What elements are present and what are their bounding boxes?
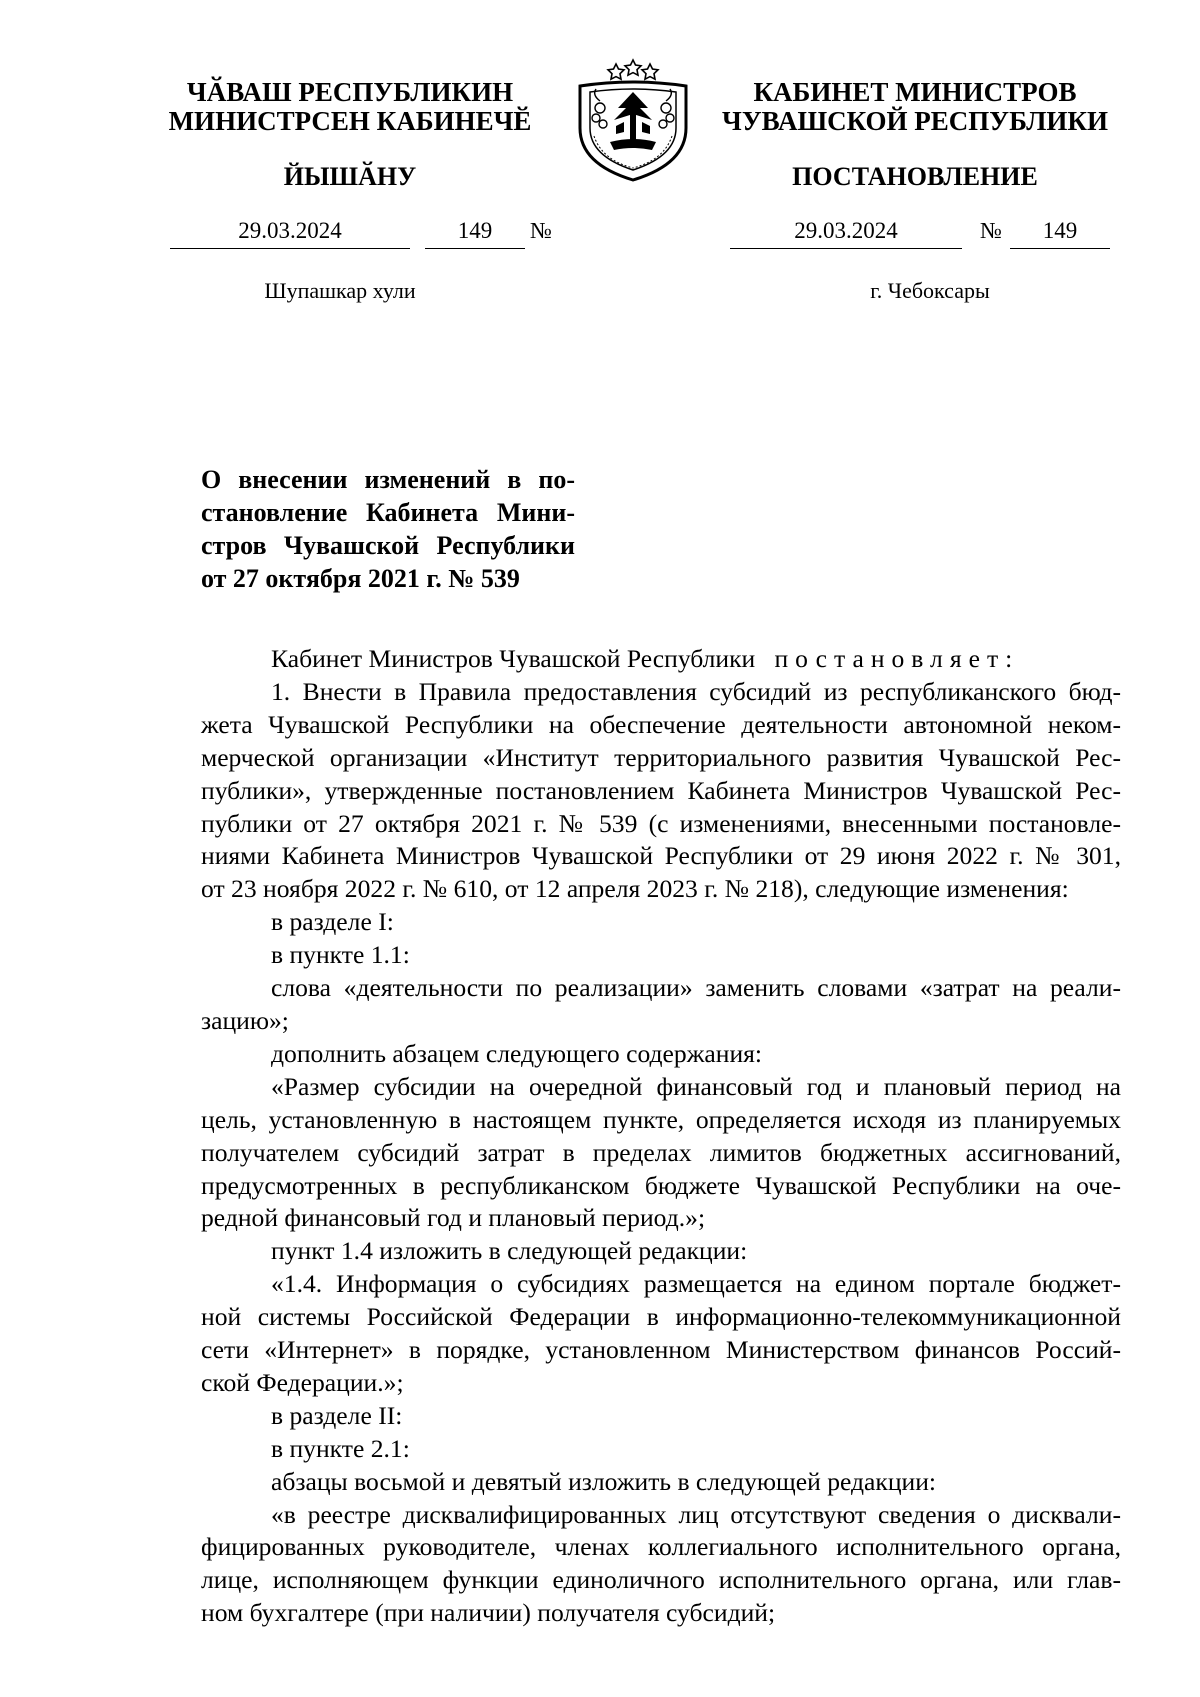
document-body [201,643,1121,1630]
left-city: Шупашкар хули [264,278,416,303]
paragraph-line: предусмотренных в республиканском бюджете Чувашской Республики на оче- [201,1170,1121,1200]
paragraph-line: в разделе II: [271,1400,403,1430]
paragraph-line: «в реестре дисквалифицированных лиц отсутствуют сведения о дисквали- [271,1499,1121,1529]
left-authority-title [150,78,550,136]
paragraph-line: ной системы Российской Федерации в информационно-телекоммуникационной [201,1302,1121,1332]
left-title-line1: ЧӐВАШ РЕСПУБЛИКИН [186,77,514,107]
chuvash-emblem-icon [566,56,700,184]
right-city: г. Чебоксары [870,278,990,303]
right-number: 149 [1042,218,1078,243]
paragraph-line: «1.4. Информация о субсидиях размещается на едином портале бюджет- [271,1269,1121,1299]
paragraph-line: редной финансовый год и плановый период.»; [201,1203,706,1233]
paragraph-line: 1. Внести в Правила предоставления субсидий из республиканского бюд- [271,676,1121,706]
paragraph-line: в разделе I: [271,907,394,937]
paragraph-line: ской Федерации.»; [201,1367,404,1397]
paragraph-line: жета Чувашской Республики на обеспечение деятельности автономной неком- [201,709,1121,739]
left-title-line2: МИНИСТРСЕН КАБИНЕЧӖ [168,106,532,136]
preamble-verb: постановляет: [774,644,1020,673]
paragraph-line: слова «деятельности по реализации» заменить словами «затрат на реали- [271,973,1121,1003]
paragraph-line: мерческой организации «Институт территориального развития Чувашской Рес- [201,742,1121,772]
paragraph-line: публики от 27 октября 2021 г. № 539 (с изменениями, внесенными постановле- [201,808,1121,838]
right-doc-type: ПОСТАНОВЛЕНИЕ [792,162,1038,191]
left-number-underline [425,248,525,249]
paragraph-line: ниями Кабинета Министров Чувашской Республики от 29 июня 2022 г. № 301, [201,841,1121,871]
paragraph-line: цель, установленную в настоящем пункте, определяется исходя из планируемых [201,1104,1121,1134]
paragraph-line: «Размер субсидии на очередной финансовый год и плановый период на [271,1071,1121,1101]
title-line: становление Кабинета Мини- [201,498,575,527]
paragraph-line: абзацы восьмой и девятый изложить в следующей редакции: [271,1466,937,1496]
left-number: 149 [457,218,493,243]
paragraph-line: фицированных руководителе, членах коллегиального исполнительного органа, [201,1532,1121,1562]
left-date: 29.03.2024 [238,218,342,243]
document-title [201,463,575,595]
paragraph-line: сети «Интернет» в порядке, установленном Министерством финансов Россий- [201,1335,1121,1365]
left-date-underline [170,248,410,249]
left-doc-type: ЙЫШӐНУ [283,162,417,191]
right-title-line2: ЧУВАШСКОЙ РЕСПУБЛИКИ [722,106,1108,136]
title-line: от 27 октября 2021 г. № 539 [201,564,520,593]
paragraph-line: в пункте 1.1: [271,940,410,970]
paragraph-line: от 23 ноября 2022 г. № 610, от 12 апреля 2023 г. № 218), следующие изменения: [201,874,1069,904]
right-date-underline [730,248,962,249]
title-line: стров Чувашской Республики [201,531,575,560]
paragraph-line: получателем субсидий затрат в пределах лимитов бюджетных ассигнований, [201,1137,1121,1167]
title-line: О внесении изменений в по- [201,465,575,494]
preamble [201,643,1121,676]
paragraph-line: публики», утвержденные постановлением Кабинета Министров Чувашской Рес- [201,775,1121,805]
paragraph-line: зацию»; [201,1005,289,1035]
paragraph-line: лице, исполняющем функции единоличного исполнительного органа, или глав- [201,1565,1121,1595]
paragraph-line: ном бухгалтере (при наличии) получателя субсидий; [201,1598,776,1628]
right-date: 29.03.2024 [794,218,898,243]
right-number-underline [1010,248,1110,249]
emblem [566,56,700,184]
paragraph-line: дополнить абзацем следующего содержания: [271,1038,763,1068]
right-number-sign: № [980,218,1002,243]
paragraph-line: в пункте 2.1: [271,1433,410,1463]
right-authority-title [705,78,1125,136]
paragraph-line: пункт 1.4 изложить в следующей редакции: [271,1236,748,1266]
preamble-subject: Кабинет Министров Чувашской Республики [271,644,756,673]
left-number-sign: № [530,218,552,243]
right-title-line1: КАБИНЕТ МИНИСТРОВ [753,77,1077,107]
